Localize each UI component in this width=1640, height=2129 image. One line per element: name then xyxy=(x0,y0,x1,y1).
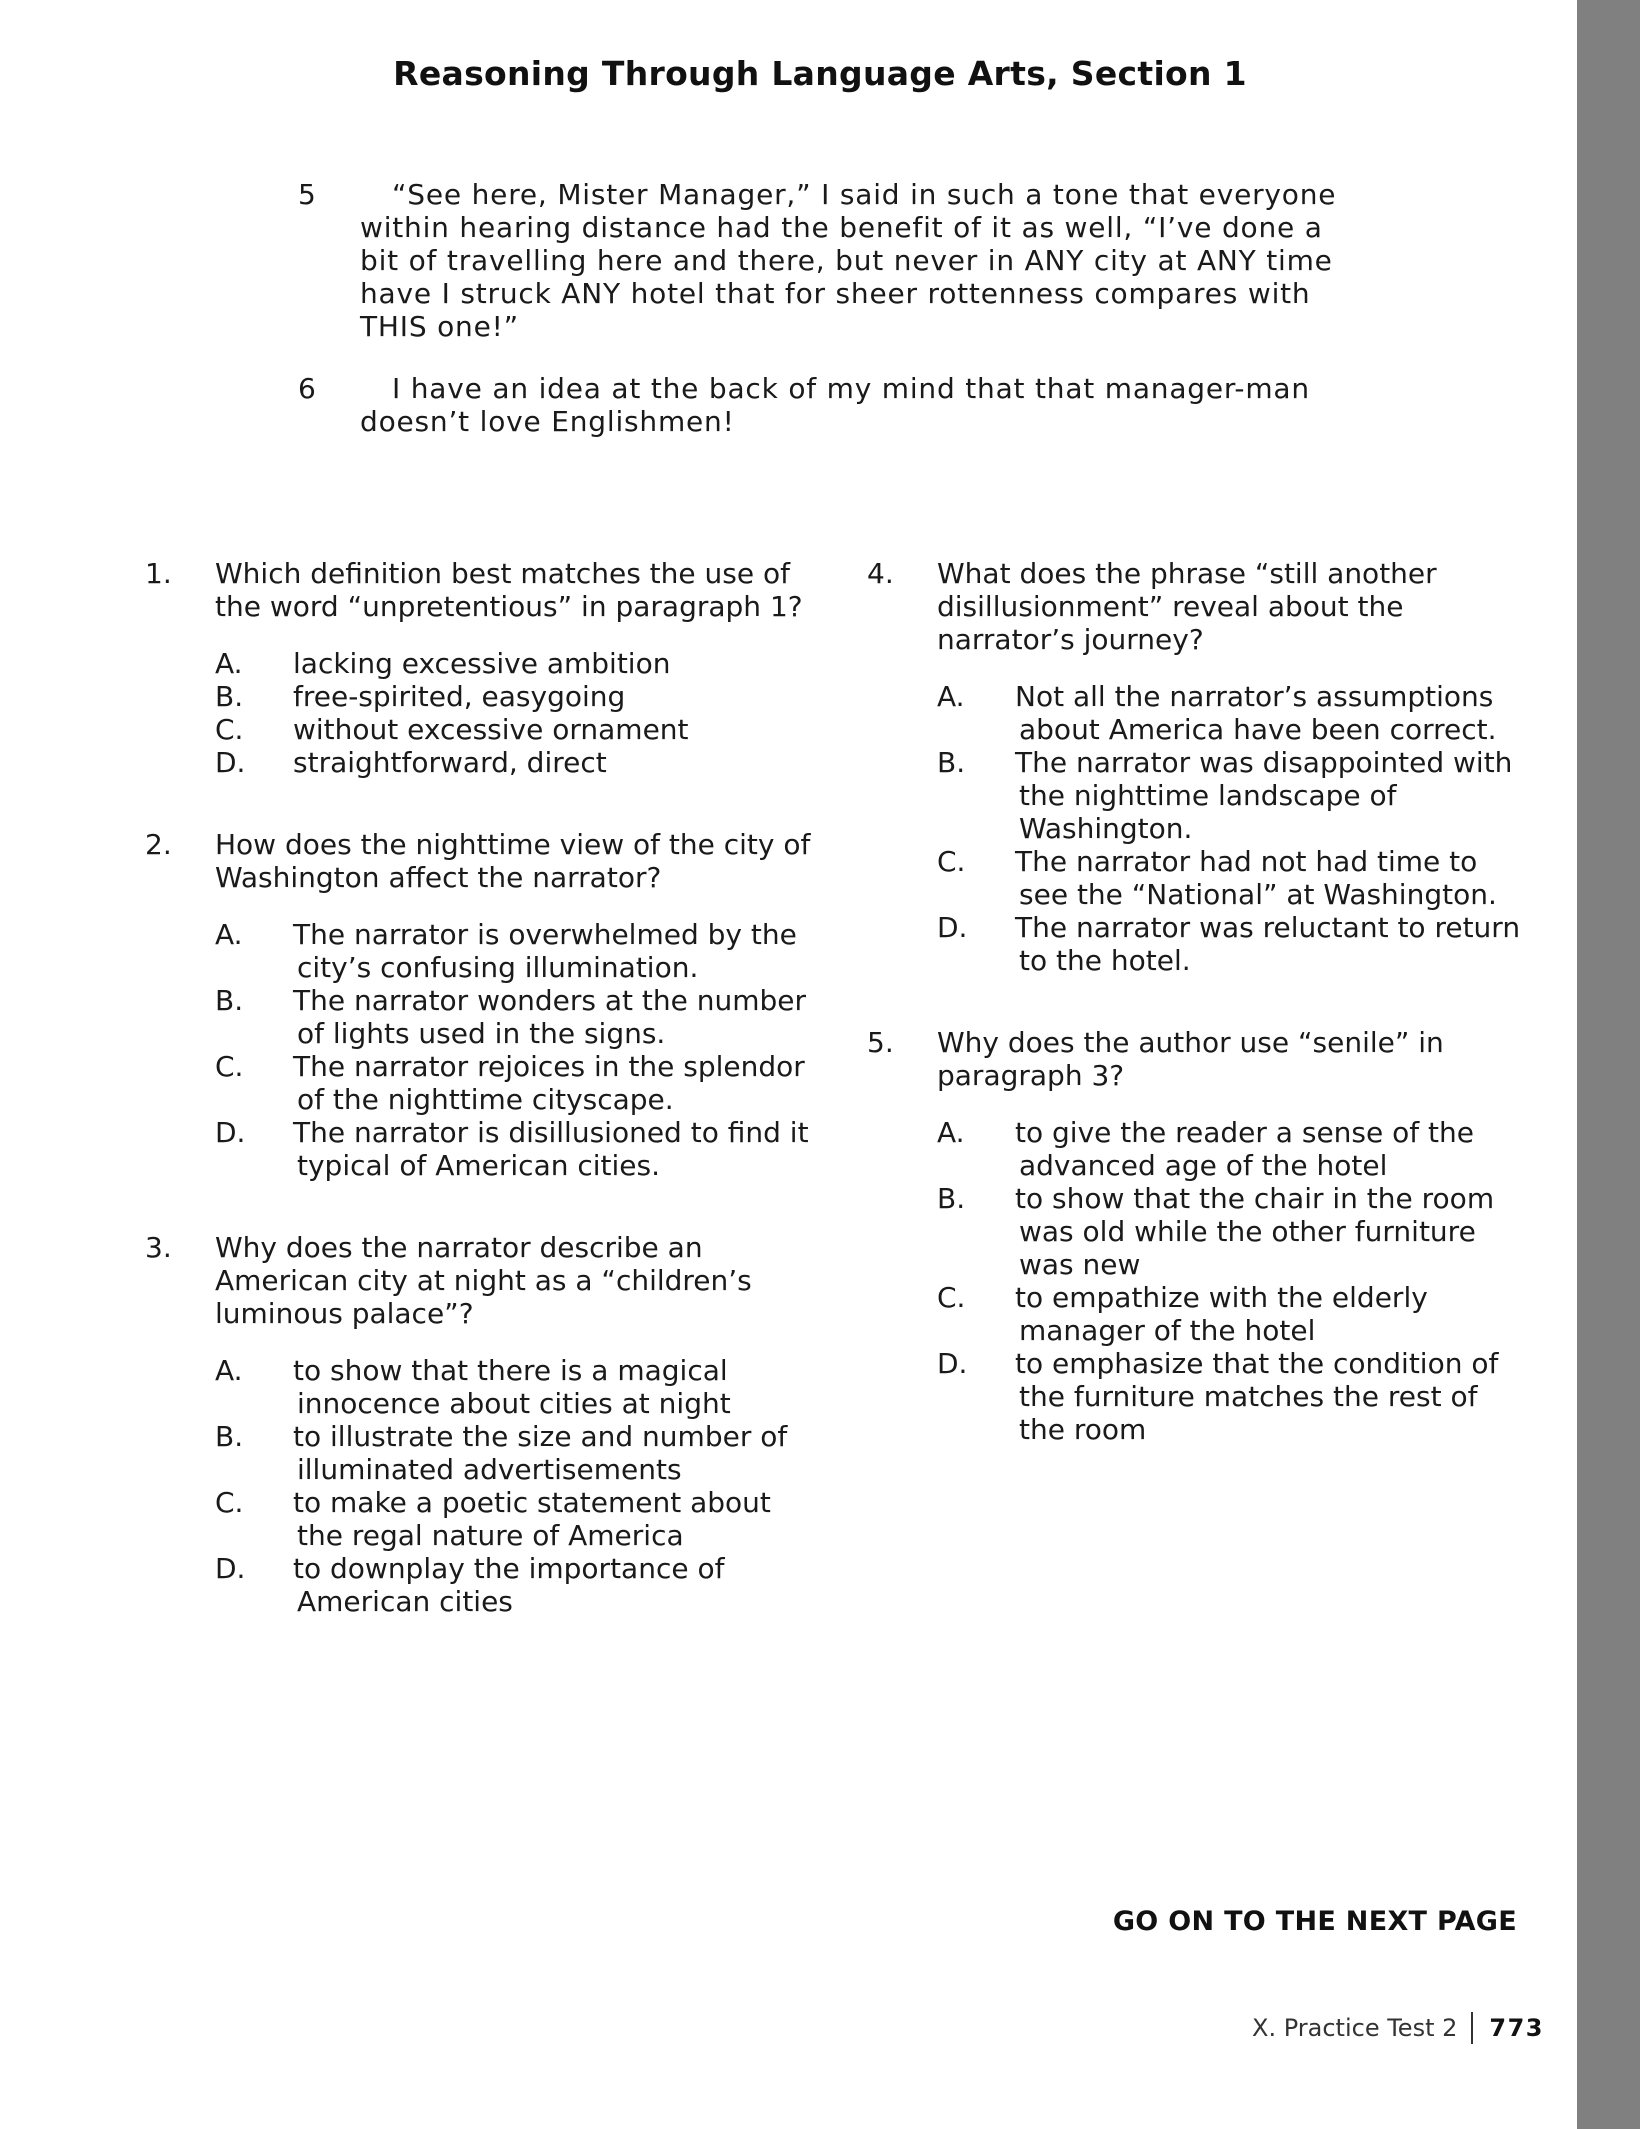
passage-paragraph xyxy=(298,372,1338,438)
option-letter: C. xyxy=(215,713,244,746)
page-number: 773 xyxy=(1489,2014,1544,2042)
answer-option[interactable] xyxy=(145,1050,825,1116)
passage-paragraph xyxy=(298,178,1338,343)
option-letter: D. xyxy=(215,1116,246,1149)
option-text: to emphasize that the condition of the furniture matches the rest of the room xyxy=(1015,1347,1499,1446)
answer-option[interactable] xyxy=(145,1486,825,1552)
question-5 xyxy=(867,1026,1527,1446)
option-letter: A. xyxy=(215,647,243,680)
option-letter: C. xyxy=(215,1486,244,1519)
footer-divider xyxy=(1471,2012,1473,2044)
answer-option[interactable] xyxy=(867,746,1527,845)
next-page-instruction: GO ON TO THE NEXT PAGE xyxy=(1112,1906,1517,1937)
option-text: The narrator wonders at the number of lights used in the signs. xyxy=(293,984,807,1050)
question-stem xyxy=(867,557,1527,656)
answer-option[interactable] xyxy=(145,918,825,984)
option-text: The narrator is overwhelmed by the city’s confusing illumination. xyxy=(293,918,797,984)
question-number: 2. xyxy=(145,828,172,861)
option-letter: D. xyxy=(215,746,246,779)
option-text: to give the reader a sense of the advanced age of the hotel xyxy=(1015,1116,1474,1182)
option-text: to show that there is a magical innocence about cities at night xyxy=(293,1354,731,1420)
passage xyxy=(298,178,1338,467)
question-number: 1. xyxy=(145,557,172,590)
answer-option[interactable] xyxy=(867,1347,1527,1446)
answer-options xyxy=(145,1354,825,1618)
question-number: 5. xyxy=(867,1026,894,1059)
question-4 xyxy=(867,557,1527,977)
option-letter: B. xyxy=(215,984,244,1017)
option-text: Not all the narrator’s assumptions about America have been correct. xyxy=(1015,680,1497,746)
paragraph-text: I have an idea at the back of my mind that that manager-man doesn’t love Englishmen! xyxy=(360,372,1310,438)
question-1 xyxy=(145,557,825,779)
side-bar xyxy=(1577,0,1640,2129)
option-text: The narrator is disillusioned to find it typical of American cities. xyxy=(293,1116,809,1182)
option-letter: D. xyxy=(937,1347,968,1380)
question-number: 3. xyxy=(145,1231,172,1264)
answer-option[interactable] xyxy=(867,680,1527,746)
question-number: 4. xyxy=(867,557,894,590)
option-letter: D. xyxy=(215,1552,246,1585)
answer-options xyxy=(145,918,825,1182)
option-text: to make a poetic statement about the regal nature of America xyxy=(293,1486,771,1552)
option-text: straightforward, direct xyxy=(293,746,607,779)
option-letter: A. xyxy=(215,1354,243,1387)
answer-option[interactable] xyxy=(145,680,825,713)
option-text: to illustrate the size and number of illuminated advertisements xyxy=(293,1420,788,1486)
option-text: to downplay the importance of American cities xyxy=(293,1552,725,1618)
paragraph-number: 6 xyxy=(298,372,317,405)
option-letter: D. xyxy=(937,911,968,944)
option-letter: A. xyxy=(215,918,243,951)
question-text: What does the phrase “still another disillusionment” reveal about the narrator’s journey? xyxy=(937,557,1437,656)
page-title: Reasoning Through Language Arts, Section 1 xyxy=(393,54,1247,93)
option-letter: A. xyxy=(937,1116,965,1149)
answer-option[interactable] xyxy=(145,647,825,680)
paragraph-number: 5 xyxy=(298,178,317,211)
question-stem xyxy=(145,1231,825,1330)
option-text: without excessive ornament xyxy=(293,713,689,746)
option-text: lacking excessive ambition xyxy=(293,647,671,680)
answer-option[interactable] xyxy=(867,911,1527,977)
option-text: The narrator was disappointed with the nighttime landscape of Washington. xyxy=(1015,746,1513,845)
answer-option[interactable] xyxy=(145,746,825,779)
option-letter: B. xyxy=(215,680,244,713)
questions-left-column xyxy=(145,557,825,1667)
answer-option[interactable] xyxy=(145,1420,825,1486)
option-text: to show that the chair in the room was old while the other furniture was new xyxy=(1015,1182,1495,1281)
option-letter: B. xyxy=(937,1182,966,1215)
questions-right-column xyxy=(867,557,1527,1495)
option-text: free-spirited, easygoing xyxy=(293,680,626,713)
answer-option[interactable] xyxy=(867,1116,1527,1182)
option-text: The narrator rejoices in the splendor of the nighttime cityscape. xyxy=(293,1050,805,1116)
option-letter: C. xyxy=(215,1050,244,1083)
option-text: The narrator had not had time to see the “National” at Washington. xyxy=(1015,845,1497,911)
answer-option[interactable] xyxy=(145,713,825,746)
question-text: Which definition best matches the use of the word “unpretentious” in paragraph 1? xyxy=(215,557,803,623)
answer-option[interactable] xyxy=(867,1281,1527,1347)
question-stem xyxy=(867,1026,1527,1092)
option-letter: A. xyxy=(937,680,965,713)
paragraph-text: “See here, Mister Manager,” I said in such a tone that everyone within hearing distance had the benefit of it as well, “I’ve done a bit of travelling here and there, but never in ANY city at ANY time have I struck ANY hotel that for sheer rottenness compares with THIS one!” xyxy=(360,178,1337,343)
answer-option[interactable] xyxy=(145,1552,825,1618)
question-3 xyxy=(145,1231,825,1618)
option-letter: C. xyxy=(937,845,966,878)
answer-options xyxy=(867,1116,1527,1446)
question-text: How does the nighttime view of the city of Washington affect the narrator? xyxy=(215,828,811,894)
answer-options xyxy=(867,680,1527,977)
question-2 xyxy=(145,828,825,1182)
answer-options xyxy=(145,647,825,779)
footer-section-label: X. Practice Test 2 xyxy=(1252,2014,1458,2042)
option-text: to empathize with the elderly manager of the hotel xyxy=(1015,1281,1428,1347)
answer-option[interactable] xyxy=(145,1354,825,1420)
answer-option[interactable] xyxy=(867,845,1527,911)
question-stem xyxy=(145,828,825,894)
option-letter: B. xyxy=(937,746,966,779)
question-text: Why does the narrator describe an American city at night as a “children’s luminous palace”? xyxy=(215,1231,752,1330)
answer-option[interactable] xyxy=(145,1116,825,1182)
page-footer xyxy=(1252,2012,1544,2044)
answer-option[interactable] xyxy=(867,1182,1527,1281)
option-text: The narrator was reluctant to return to the hotel. xyxy=(1015,911,1521,977)
answer-option[interactable] xyxy=(145,984,825,1050)
option-letter: B. xyxy=(215,1420,244,1453)
question-text: Why does the author use “senile” in paragraph 3? xyxy=(937,1026,1444,1092)
option-letter: C. xyxy=(937,1281,966,1314)
question-stem xyxy=(145,557,825,623)
